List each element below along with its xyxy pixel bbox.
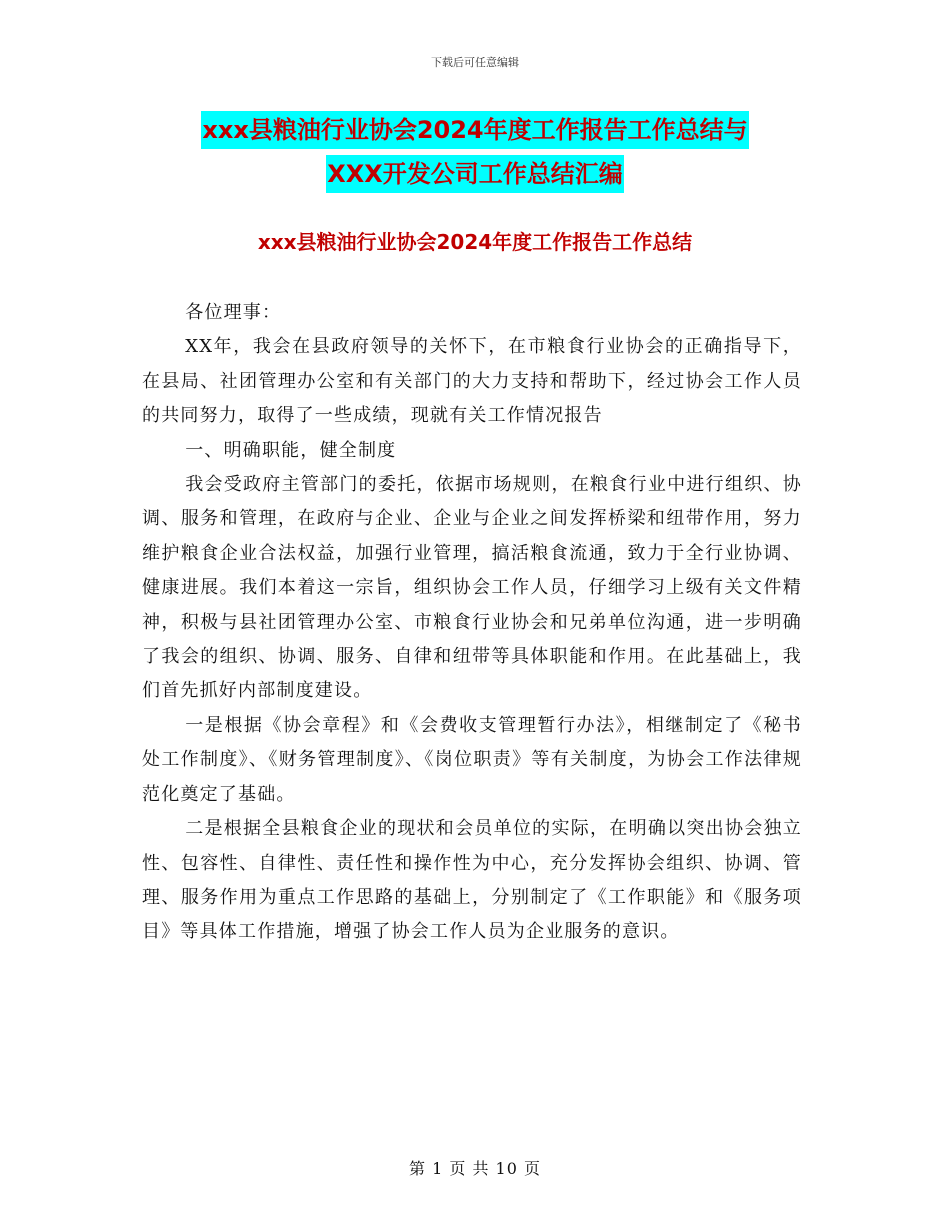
main-title-line-1-text: xxx县粮油行业协会2024年度工作报告工作总结与 [201,111,748,149]
main-title-line-2 [0,162,950,186]
main-title-line-1 [0,118,950,142]
section-title: xxx县粮油行业协会2024年度工作报告工作总结 [257,230,693,254]
paragraph: 一是根据《协会章程》和《会费收支管理暂行办法》，相继制定了《秘书处工作制度》、《财务管理制度》、《岗位职责》等有关制度，为协会工作法律规范化奠定了基础。 [142,714,802,805]
paragraph: XX年，我会在县政府领导的关怀下，在市粮食行业协会的正确指导下，在县局、社团管理办公室和有关部门的大力支持和帮助下，经过协会工作人员的共同努力，取得了一些成绩，现就有关工作情况报告 [142,336,802,427]
header-note: 下载后可任意编辑 [431,56,519,69]
subsection-heading: 一、明确职能，健全制度 [185,439,397,461]
page-footer: 第 1 页 共 10 页 [409,1159,541,1178]
paragraph: 二是根据全县粮食企业的现状和会员单位的实际，在明确以突出协会独立性、包容性、自律性、责任性和操作性为中心，充分发挥协会组织、协调、管理、服务作用为重点工作思路的基础上，分别制定了《工作职能》和《服务项目》等具体工作措施，增强了协会工作人员为企业服务的意识。 [142,818,802,943]
document-body [142,296,802,950]
main-title-line-2-text: XXX开发公司工作总结汇编 [326,155,624,193]
paragraph: 我会受政府主管部门的委托，依据市场规则，在粮食行业中进行组织、协调、服务和管理，在政府与企业、企业与企业之间发挥桥梁和纽带作用，努力维护粮食企业合法权益，加强行业管理，搞活粮食流通，致力于全行业协调、健康进展。我们本着这一宗旨，组织协会工作人员，仔细学习上级有关文件精神，积极与县社团管理办公室、市粮食行业协会和兄弟单位沟通，进一步明确了我会的组织、协调、服务、自律和纽带等具体职能和作用。在此基础上，我们首先抓好内部制度建设。 [142,474,802,702]
salutation: 各位理事： [185,302,282,323]
